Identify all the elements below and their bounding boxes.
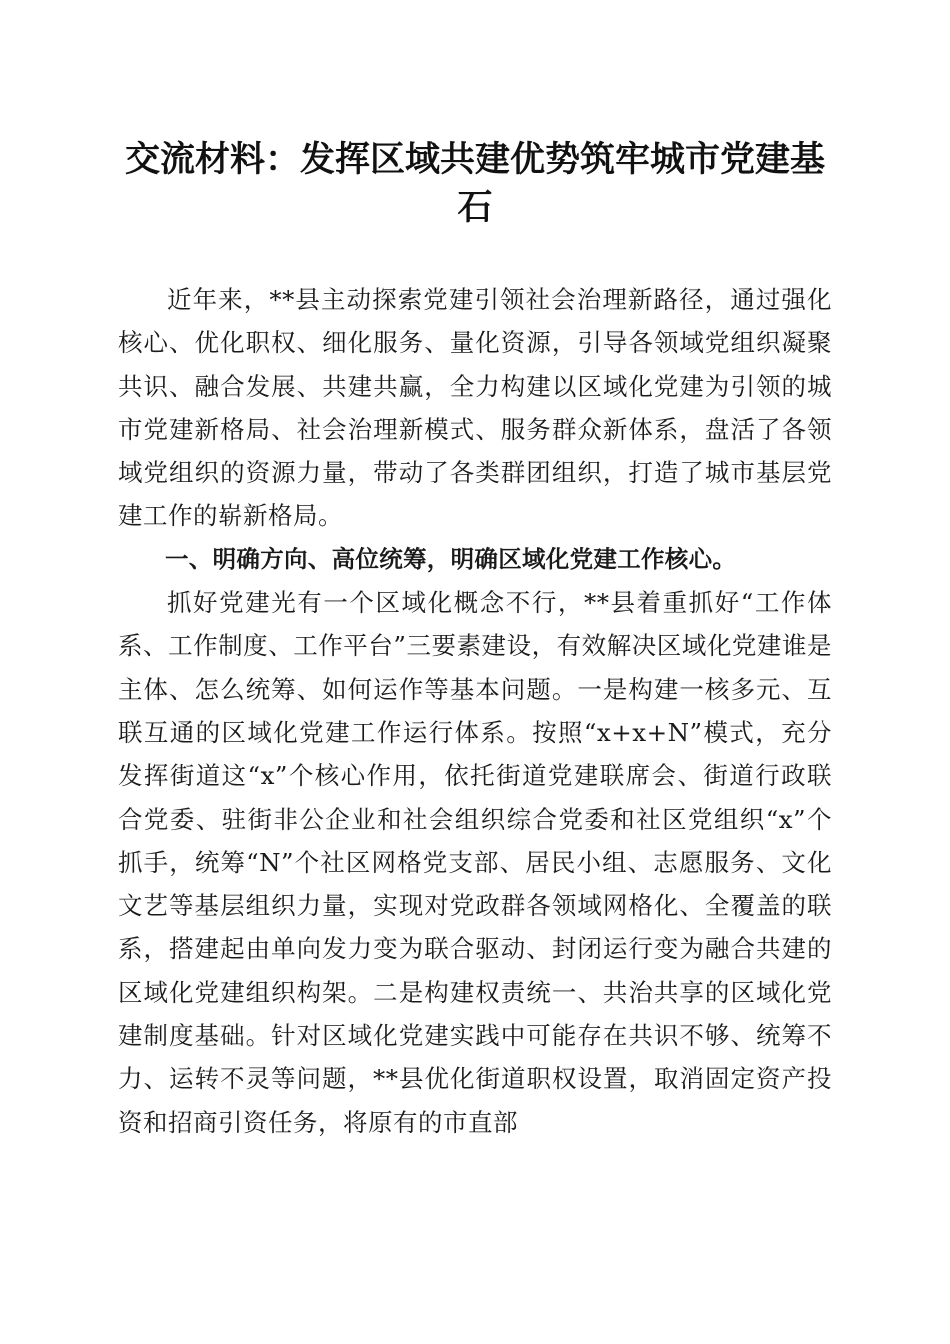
document-body — [118, 278, 832, 1144]
intro-paragraph: 近年来，**县主动探索党建引领社会治理新路径，通过强化核心、优化职权、细化服务、量化资源，引导各领域党组织凝聚共识、融合发展、共建共赢，全力构建以区域化党建为引领的城市党建新格局、社会治理新模式、服务群众新体系，盘活了各领域党组织的资源力量，带动了各类群团组织，打造了城市基层党建工作的崭新格局。 — [118, 285, 832, 531]
section-paragraph: 抓好党建光有一个区域化概念不行，**县着重抓好“工作体系、工作制度、工作平台”三要素建设，有效解决区域化党建谁是主体、怎么统筹、如何运作等基本问题。一是构建一核多元、互联互通的区域化党建工作运行体系。按照“x+x+N”模式，充分发挥街道这“x”个核心作用，依托街道党建联席会、街道行政联合党委、驻街非公企业和社会组织综合党委和社区党组织“x”个抓手，统筹“N”个社区网格党支部、居民小组、志愿服务、文化文艺等基层组织力量，实现对党政群各领域网格化、全覆盖的联系，搭建起由单向发力变为联合驱动、封闭运行变为融合共建的区域化党建组织构架。二是构建权责统一、共治共享的区域化党建制度基础。针对区域化党建实践中可能存在共识不够、统筹不力、运转不灵等问题，**县优化街道职权设置，取消固定资产投资和招商引资任务，将原有的市直部 — [118, 588, 832, 1137]
document-title: 交流材料：发挥区域共建优势筑牢城市党建基石 — [124, 139, 825, 228]
document-page — [118, 0, 832, 1344]
section-heading: 一、明确方向、高位统筹，明确区域化党建工作核心。 — [165, 544, 737, 573]
